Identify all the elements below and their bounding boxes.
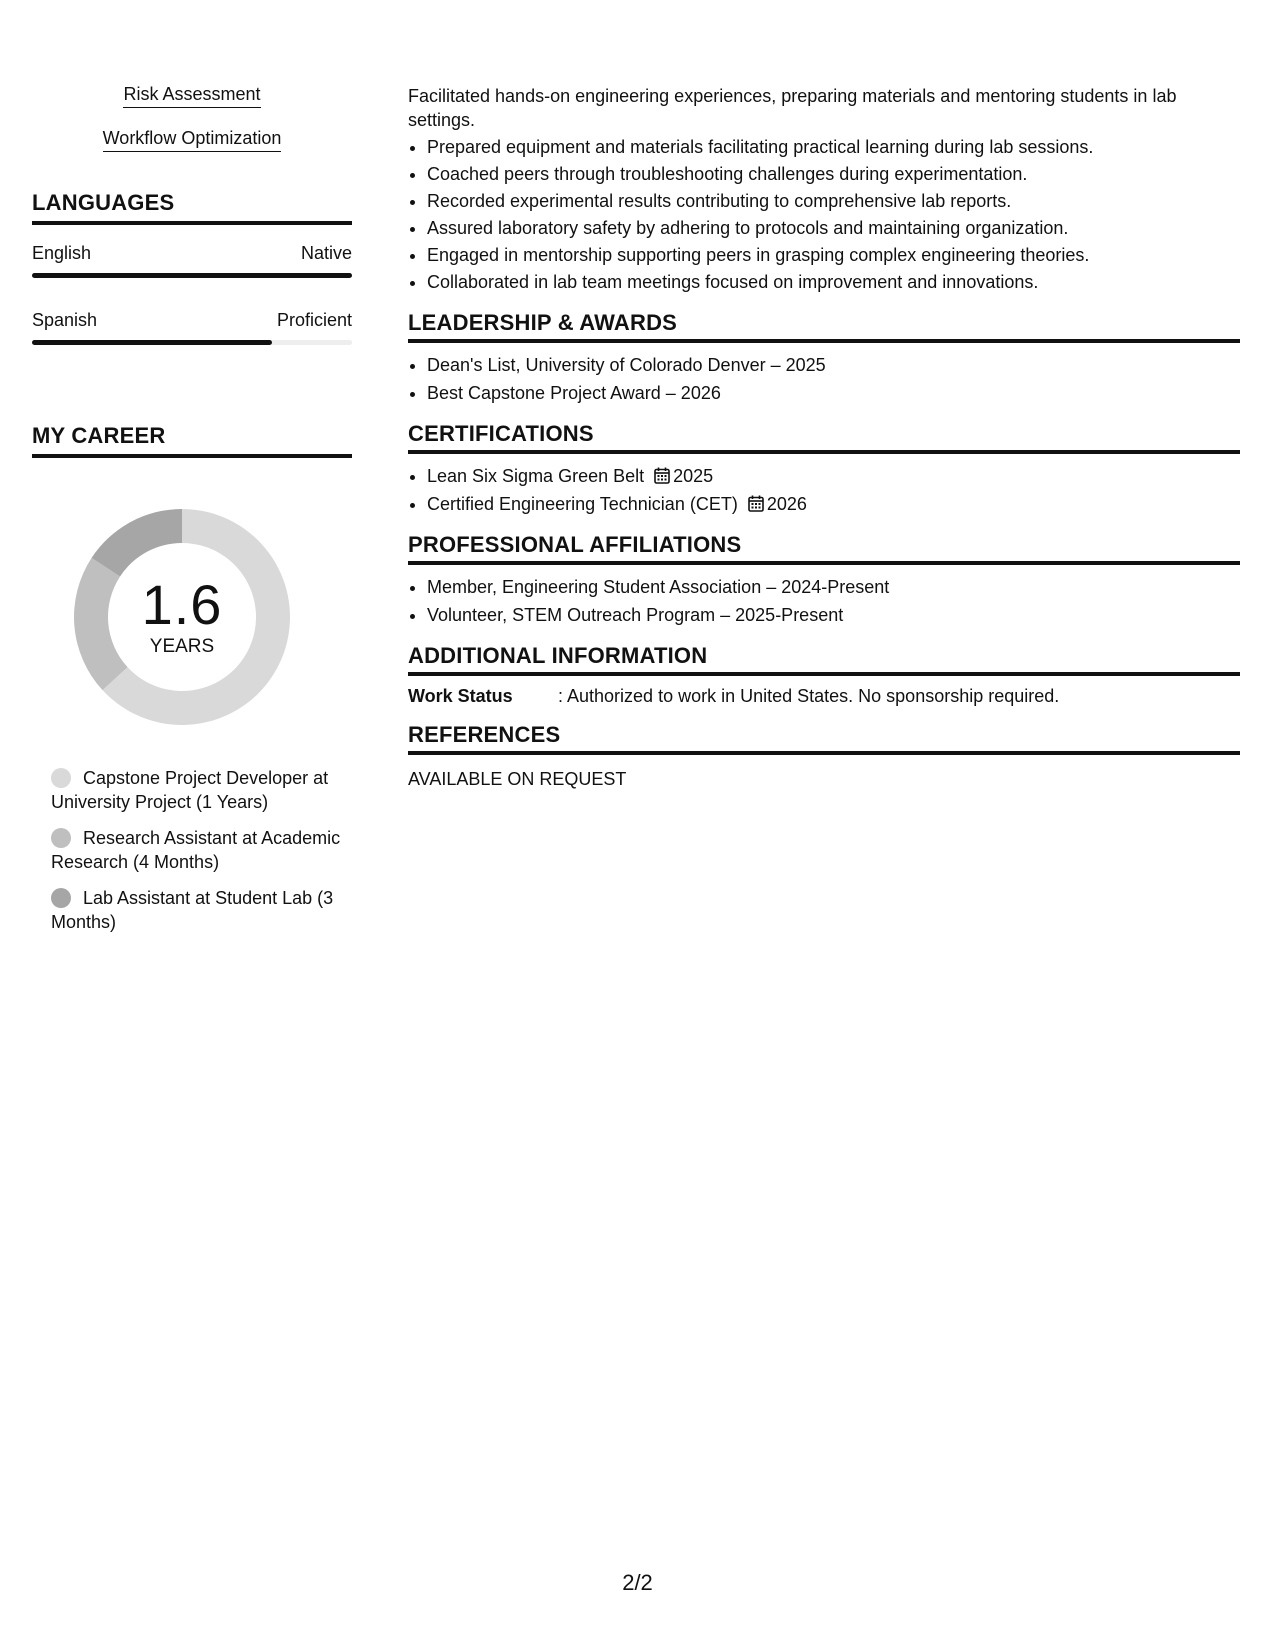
career-total-unit: YEARS — [149, 636, 215, 657]
career-section — [32, 423, 352, 934]
leadership-heading: LEADERSHIP & AWARDS — [408, 310, 1240, 343]
certification-year: 2026 — [766, 494, 807, 514]
work-status-value: : Authorized to work in United States. No sponsorship required. — [558, 686, 1060, 706]
language-proficiency-bar — [32, 273, 352, 278]
certification-year: 2025 — [673, 466, 714, 486]
career-donut-chart — [67, 502, 297, 732]
experience-bullet: • Coached peers through troubleshooting challenges during experimentation. — [427, 161, 1240, 188]
language-name: Spanish — [32, 310, 98, 330]
page-number: 2/2 — [622, 1570, 653, 1595]
experience-summary: Facilitated hands-on engineering experiences, preparing materials and mentoring students in lab settings. — [408, 86, 1177, 130]
languages-section — [32, 190, 352, 345]
references-text: AVAILABLE ON REQUEST — [408, 769, 627, 789]
certification-name: Lean Six Sigma Green Belt — [427, 466, 645, 486]
calendar-icon — [748, 495, 764, 512]
affiliations-list — [408, 573, 1240, 629]
experience-entry — [408, 84, 1240, 296]
career-legend-label: Lab Assistant at Student Lab (3 Months) — [51, 888, 334, 932]
leadership-item: • Dean's List, University of Colorado Denver – 2025 — [427, 351, 1240, 379]
language-proficiency-fill — [32, 340, 272, 345]
language-level: Native — [300, 243, 352, 263]
language-proficiency-fill — [32, 273, 352, 278]
experience-bullet: • Engaged in mentorship supporting peers in grasping complex engineering theories. — [427, 242, 1240, 269]
experience-bullet: • Assured laboratory safety by adhering to protocols and maintaining organization. — [427, 215, 1240, 242]
career-legend-item — [51, 766, 341, 814]
work-status-row — [408, 684, 1240, 708]
language-row — [32, 308, 352, 345]
experience-bullet: • Recorded experimental results contributing to comprehensive lab reports. — [427, 188, 1240, 215]
affiliations-heading: PROFESSIONAL AFFILIATIONS — [408, 532, 1240, 565]
legend-dot-icon — [51, 888, 71, 908]
skills-list — [32, 82, 352, 170]
experience-bullet: • Collaborated in lab team meetings focused on improvement and innovations. — [427, 269, 1240, 296]
legend-dot-icon — [51, 768, 71, 788]
language-level: Proficient — [276, 310, 352, 330]
career-total-value: 1.6 — [141, 573, 223, 636]
certifications-list — [408, 462, 1240, 518]
career-legend — [51, 766, 341, 934]
work-status-label: Work Status — [408, 686, 513, 706]
certifications-heading: CERTIFICATIONS — [408, 421, 1240, 454]
left-column — [32, 82, 352, 946]
certifications-section — [408, 421, 1240, 518]
certification-item — [427, 490, 1240, 518]
leadership-section — [408, 310, 1240, 407]
career-legend-item — [51, 886, 341, 934]
skill-item[interactable]: Workflow Optimization — [103, 126, 282, 152]
language-name: English — [32, 243, 92, 263]
affiliation-item: • Member, Engineering Student Association – 2024-Present — [427, 573, 1240, 601]
career-heading: MY CAREER — [32, 423, 352, 458]
experience-bullet: • Prepared equipment and materials facilitating practical learning during lab sessions. — [427, 134, 1240, 161]
references-section — [408, 722, 1240, 791]
additional-info-heading: ADDITIONAL INFORMATION — [408, 643, 1240, 676]
languages-heading: LANGUAGES — [32, 190, 352, 225]
experience-bullets — [408, 134, 1240, 296]
leadership-list — [408, 351, 1240, 407]
skill-item[interactable]: Risk Assessment — [123, 82, 260, 108]
references-heading: REFERENCES — [408, 722, 1240, 755]
affiliation-item: • Volunteer, STEM Outreach Program – 2025-Present — [427, 601, 1240, 629]
leadership-item: • Best Capstone Project Award – 2026 — [427, 379, 1240, 407]
legend-dot-icon — [51, 828, 71, 848]
career-legend-item — [51, 826, 341, 874]
language-proficiency-bar — [32, 340, 352, 345]
affiliations-section — [408, 532, 1240, 629]
certification-name: Certified Engineering Technician (CET) — [427, 494, 738, 514]
career-legend-label: Capstone Project Developer at University Project (1 Years) — [51, 768, 329, 812]
career-legend-label: Research Assistant at Academic Research (4 Months) — [51, 828, 341, 872]
right-column — [408, 84, 1240, 791]
additional-info-section — [408, 643, 1240, 708]
calendar-icon — [654, 467, 670, 484]
language-row — [32, 241, 352, 278]
donut-center — [67, 502, 297, 732]
certification-item — [427, 462, 1240, 490]
